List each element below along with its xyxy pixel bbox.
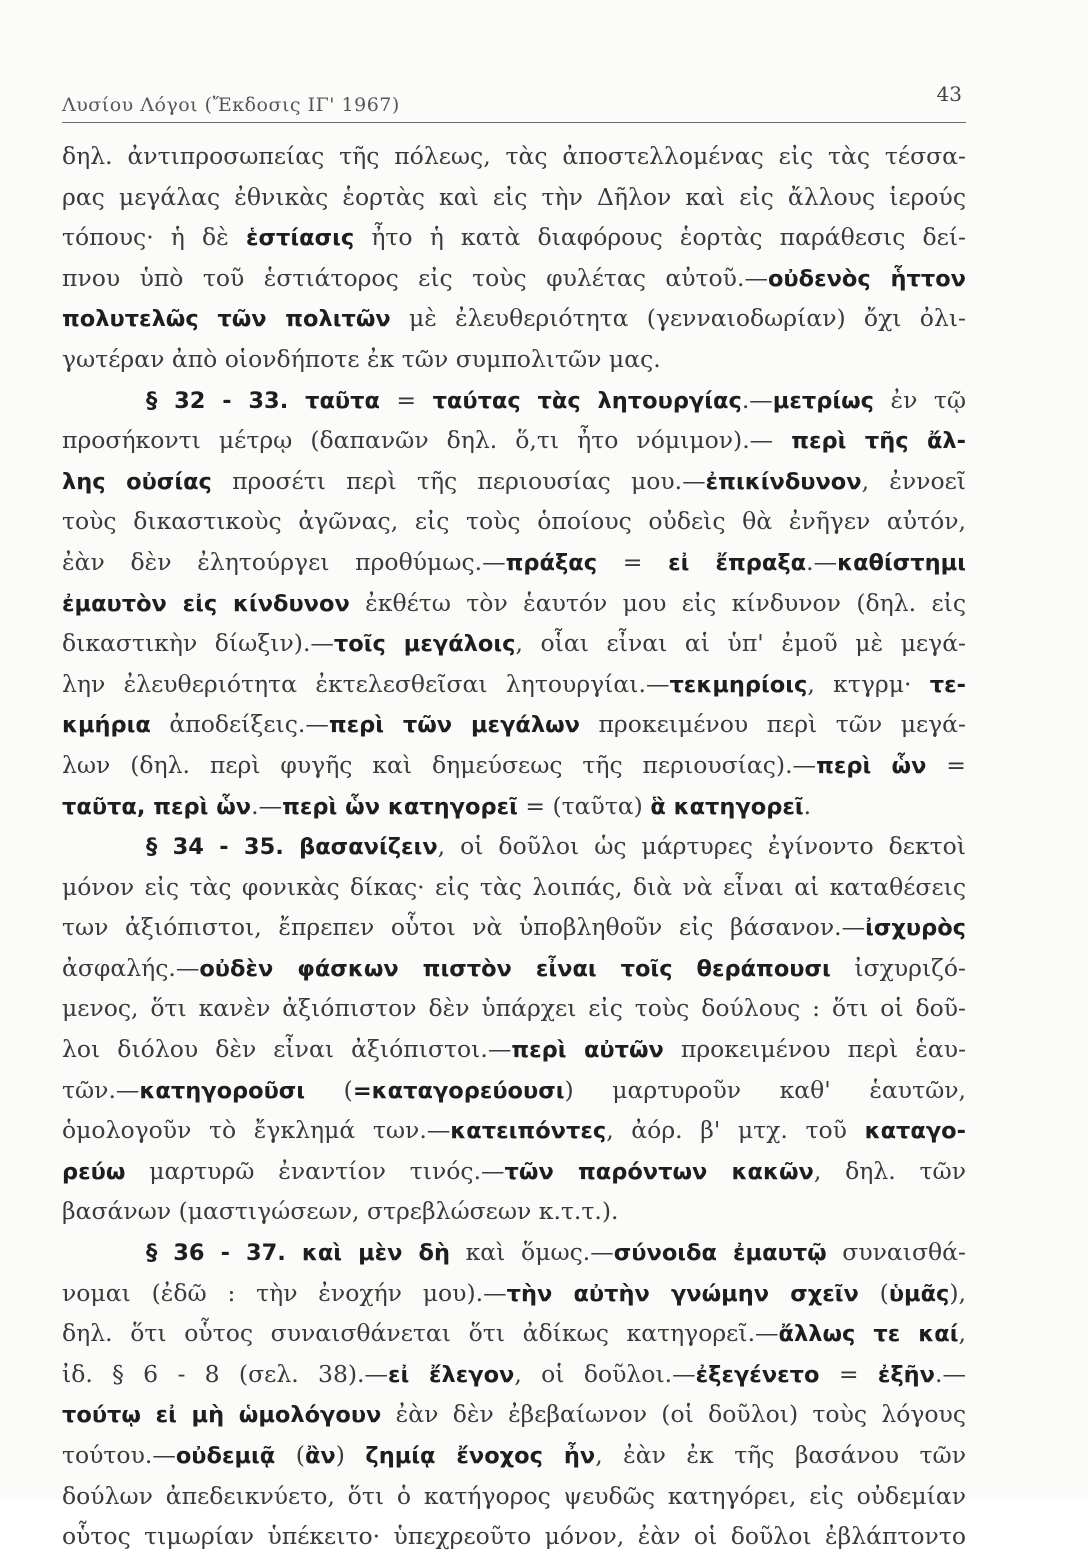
text-segment: .— (741, 385, 773, 414)
text-line (62, 1070, 966, 1111)
text-line (62, 542, 966, 583)
text-segment: νομαι (ἐδῶ : τὴν ἐνοχήν μου).— (62, 1278, 507, 1307)
text-line (62, 380, 966, 421)
bold-lemma: τοῖς μεγάλοις (333, 631, 516, 658)
text-line (62, 988, 966, 1029)
text-line (62, 826, 966, 867)
text-line (62, 177, 966, 218)
bold-lemma: περὶ ὧν κατηγορεῖ (282, 793, 518, 820)
text-segment: .— (806, 547, 838, 576)
bold-lemma: εἰ ἔπραξα (668, 549, 807, 576)
text-segment: . (803, 791, 812, 820)
bold-lemma: ρεύω (62, 1158, 126, 1185)
running-title: Λυσίου Λόγοι (Ἔκδοσις ΙΓ' 1967) (62, 94, 400, 116)
bold-lemma: ἄλλως τε καί (778, 1321, 959, 1348)
text-segment: ἰδ. § 6 - 8 (σελ. 38).— (62, 1359, 389, 1388)
bold-lemma: περὶ αὐτῶν (511, 1037, 664, 1064)
bold-lemma: ἐξεγένετο (695, 1361, 820, 1388)
bold-lemma: οὐδεμιᾷ (175, 1443, 276, 1469)
text-segment: .— (934, 1359, 966, 1388)
text-segment: , οἷαι εἶναι αἱ ὑπ' ἐμοῦ μὲ μεγά- (515, 629, 966, 658)
text-segment: ἦτο ἡ κατὰ διαφόρους ἑορτὰς παράθεσις δεί- (354, 223, 966, 252)
text-segment: δηλ. ἀντιπροσωπείας τῆς πόλεως, τὰς ἀποστελλομένας εἰς τὰς τέσσα- (62, 142, 966, 170)
text-segment: , (958, 1319, 966, 1348)
bold-lemma: τε- (929, 671, 966, 698)
text-segment: τούτου.— (62, 1441, 176, 1469)
text-segment: = (926, 750, 966, 779)
text-segment: προκειμένου περὶ τῶν μεγά- (579, 710, 966, 739)
text-line (62, 907, 966, 948)
text-segment: πνου ὑπὸ τοῦ ἑστιάτορος εἰς τοὺς φυλέτας αὐτοῦ.— (62, 263, 768, 292)
text-line (62, 420, 966, 461)
bold-lemma: περὶ τῶν μεγάλων (328, 712, 580, 739)
text-segment: ἐὰν δὲν ἐβεβαίωνον (οἱ δοῦλοι) τοὺς λόγους (381, 1400, 966, 1429)
text-line (62, 1029, 966, 1070)
bold-lemma: κμήρια (62, 712, 151, 739)
bold-lemma: καθίστημι (837, 549, 966, 576)
text-line (62, 1273, 966, 1314)
text-segment: οὗτος τιμωρίαν ὑπέκειτο· ὑπεχρεοῦτο μόνον, ἐὰν οἱ δοῦλοι ἐβλάπτοντο (62, 1522, 966, 1551)
bold-lemma: τὴν αὐτὴν γνώμην σχεῖν (506, 1280, 859, 1307)
text-segment: , ἐὰν ἐκ τῆς βασάνου τῶν (595, 1441, 966, 1469)
text-line (62, 583, 966, 624)
text-line (62, 217, 966, 258)
text-line (62, 1394, 966, 1435)
text-segment: ) (335, 1441, 366, 1469)
bold-lemma: λης οὐσίας (62, 468, 212, 495)
bold-lemma: οὐδὲν φάσκων πιστὸν εἶναι τοῖς θεράπουσι (199, 955, 831, 982)
text-line (62, 745, 966, 786)
text-segment: βασάνων (μαστιγώσεων, στρεβλώσεων κ.τ.τ.). (62, 1197, 619, 1226)
text-segment: δικαστικὴν δίωξιν).— (62, 629, 334, 658)
text-segment: λων (δηλ. περὶ φυγῆς καὶ δημεύσεως τῆς περιουσίας).— (62, 750, 817, 779)
bold-lemma: εἰ ἔλεγον (388, 1361, 515, 1388)
bold-lemma: =καταγορεύουσι (352, 1077, 565, 1104)
text-segment: , οἱ δοῦλοι ὡς μάρτυρες ἐγίνοντο δεκτοὶ (437, 832, 966, 861)
text-segment: τῶν.— (62, 1075, 140, 1104)
text-segment: δηλ. ὅτι οὗτος συναισθάνεται ὅτι ἀδίκως κατηγορεῖ.— (62, 1319, 779, 1348)
text-line (62, 258, 966, 299)
text-segment: ἐν τῷ (874, 385, 966, 414)
text-segment: μὲ ἐλευθεριότητα (γενναιοδωρίαν) ὄχι ὀλι- (390, 304, 966, 333)
bold-lemma: § 36 - 37. καὶ μὲν δὴ (146, 1240, 450, 1267)
text-segment: ἐκθέτω τὸν ἑαυτόν μου εἰς κίνδυνον (δηλ. εἰς (349, 588, 966, 617)
bold-lemma: ἰσχυρὸς (865, 915, 966, 942)
text-segment: ἀσφαλής.— (62, 953, 200, 982)
text-segment: ρας μεγάλας ἐθνικὰς ἑορτὰς καὶ εἰς τὴν Δῆλον καὶ εἰς ἄλλους ἱερούς (62, 182, 966, 211)
text-segment: .— (251, 791, 283, 820)
text-segment: μενος, ὅτι κανὲν ἀξιόπιστον δὲν ὑπάρχει εἰς τοὺς δούλους : ὅτι οἱ δοῦ- (62, 994, 966, 1023)
text-line (62, 867, 966, 908)
text-segment: καὶ ὅμως.— (449, 1238, 614, 1267)
text-segment: λην ἐλευθεριότητα ἐκτελεσθεῖσαι λητουργίαι.— (62, 669, 670, 698)
bold-lemma: κατειπόντες (450, 1118, 607, 1145)
text-line (62, 1191, 966, 1232)
page-header (62, 74, 966, 123)
bold-lemma: τούτῳ εἰ μὴ ὡμολόγουν (62, 1402, 382, 1429)
bold-lemma: ἑστίασις (245, 225, 355, 252)
text-line (62, 1516, 966, 1557)
text-segment: προσέτι περὶ τῆς περιουσίας μου.— (211, 466, 706, 495)
text-line (62, 1313, 966, 1354)
bold-lemma: ταύτας τὰς λητουργίας (432, 387, 742, 414)
text-line (62, 948, 966, 989)
bold-lemma: ἐμαυτὸν εἰς κίνδυνον (62, 590, 350, 617)
bold-lemma: § 34 - 35. βασανίζειν (146, 834, 438, 861)
text-line (62, 623, 966, 664)
text-line (62, 1232, 966, 1273)
bold-lemma: σύνοιδα ἐμαυτῷ (613, 1240, 827, 1267)
bold-lemma: περὶ ὧν (816, 752, 927, 779)
text-segment: ὁμολογοῦν τὸ ἔγκλημά των.— (62, 1116, 451, 1145)
bold-lemma: πολυτελῶς τῶν πολιτῶν (62, 306, 391, 333)
bold-lemma: μετρίως (772, 387, 875, 414)
bold-lemma: ζημίᾳ ἔνοχος ἦν (365, 1443, 596, 1469)
text-segment: προσήκοντι μέτρῳ (δαπανῶν δηλ. ὅ,τι ἦτο νόμιμον).— (62, 426, 792, 455)
page-number: 43 (936, 82, 962, 106)
text-segment: = (ταῦτα) (517, 791, 651, 820)
bold-lemma: κατηγοροῦσι (139, 1077, 306, 1104)
text-line (62, 501, 966, 542)
text-segment: , ἐννοεῖ (861, 466, 966, 495)
text-segment: λοι διόλου δὲν εἶναι ἀξιόπιστοι.— (62, 1035, 512, 1064)
text-segment: μόνον εἰς τὰς φονικὰς δίκας· εἰς τὰς λοιπάς, διὰ νὰ εἶναι αἱ καταθέσεις (62, 872, 966, 901)
text-segment: ( (305, 1075, 353, 1104)
text-line (62, 136, 966, 177)
text-line (62, 1354, 966, 1395)
text-line (62, 704, 966, 745)
text-segment: μαρτυρῶ ἐναντίον τινός.— (125, 1156, 505, 1185)
text-segment: , οἱ δοῦλοι.— (514, 1359, 696, 1388)
text-line (62, 339, 966, 380)
text-segment: ( (275, 1441, 305, 1469)
bold-lemma: ἂν (304, 1443, 336, 1469)
text-segment: τόπους· ἡ δὲ (62, 223, 246, 252)
text-segment: ἀποδείξεις.— (150, 710, 329, 739)
text-line (62, 664, 966, 705)
text-line (62, 1110, 966, 1151)
text-segment: ) μαρτυροῦν καθ' ἑαυτῶν, (564, 1075, 966, 1104)
bold-lemma: οὐδενὸς ἧττον (767, 265, 966, 292)
text-segment: προκειμένου περὶ ἑαυ- (663, 1035, 966, 1064)
text-line (62, 786, 966, 827)
text-segment: δούλων ἀπεδεικνύετο, ὅτι ὁ κατήγορος ψευδῶς κατηγόρει, εἰς οὐδεμίαν (62, 1481, 966, 1510)
text-segment: = (819, 1359, 878, 1388)
text-segment: ἰσχυριζό- (830, 953, 966, 982)
text-segment: ἐὰν δὲν ἐλητούργει προθύμως.— (62, 547, 506, 576)
text-segment: ( (858, 1278, 889, 1307)
text-segment: = (379, 385, 433, 414)
bold-lemma: ἃ κατηγορεῖ (650, 793, 804, 820)
text-segment: , δηλ. τῶν (813, 1156, 966, 1185)
text-segment: συναισθά- (826, 1238, 966, 1267)
text-line (62, 461, 966, 502)
text-segment: , κτγρμ· (807, 669, 930, 698)
text-line (62, 298, 966, 339)
bold-lemma: ἐπικίνδυνον (705, 468, 862, 495)
text-segment: = (597, 547, 669, 576)
bold-lemma: § 32 - 33. ταῦτα (146, 387, 380, 414)
bold-lemma: πράξας (505, 549, 598, 576)
commentary-text (62, 136, 966, 1557)
text-segment: των ἀξιόπιστοι, ἔπρεπεν οὗτοι νὰ ὑποβληθοῦν εἰς βάσανον.— (62, 913, 866, 942)
text-segment: , ἀόρ. β' μτχ. τοῦ (606, 1116, 865, 1145)
bold-lemma: τεκμηρίοις (669, 671, 808, 698)
bold-lemma: ὑμᾶς (888, 1280, 950, 1307)
bold-lemma: περὶ τῆς ἄλ- (791, 428, 966, 455)
bold-lemma: τῶν παρόντων κακῶν (504, 1158, 814, 1185)
text-segment: ), (949, 1278, 966, 1307)
bold-lemma: ταῦτα, περὶ ὧν (62, 793, 252, 820)
bold-lemma: καταγο- (864, 1118, 966, 1145)
text-segment: τοὺς δικαστικοὺς ἀγῶνας, εἰς τοὺς ὁποίους οὐδεὶς θὰ ἐνῆγεν αὐτόν, (62, 507, 966, 536)
text-line (62, 1435, 966, 1476)
text-segment: γωτέραν ἀπὸ οἱονδήποτε ἐκ τῶν συμπολιτῶν μας. (62, 344, 661, 373)
bold-lemma: ἐξῆν (877, 1361, 935, 1388)
text-line (62, 1151, 966, 1192)
text-line (62, 1476, 966, 1517)
